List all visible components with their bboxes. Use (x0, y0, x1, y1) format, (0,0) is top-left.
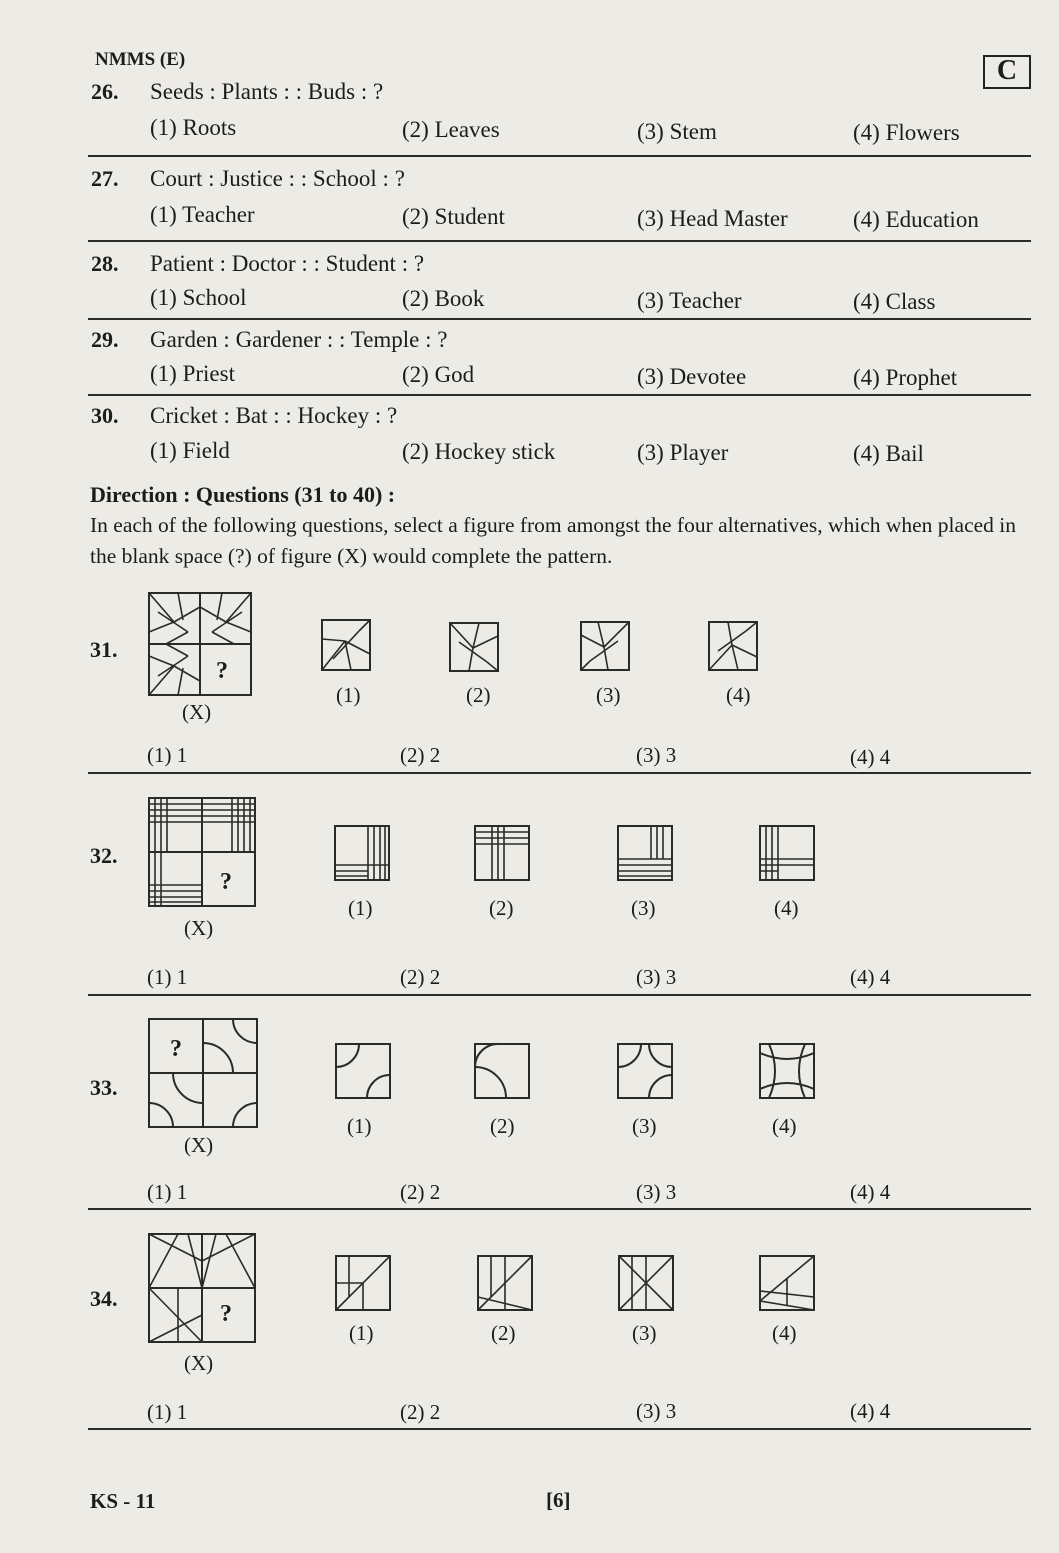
divider (88, 1208, 1031, 1210)
figure-x (148, 592, 252, 696)
option: (2) Student (402, 204, 505, 229)
option: (4) Class (853, 289, 936, 314)
option: (4) Prophet (853, 365, 958, 390)
option: (1) Field (150, 438, 230, 463)
figure-label: (4) (772, 1114, 797, 1138)
option: (1) 1 (147, 1400, 188, 1424)
option: (1) 1 (147, 1180, 188, 1204)
option: (2) 2 (400, 965, 441, 989)
question-number: 28. (91, 251, 119, 276)
question-text: Patient : Doctor : : Student : ? (150, 251, 425, 276)
question-number: 33. (90, 1075, 118, 1100)
divider (88, 155, 1031, 157)
option: (2) God (402, 362, 475, 387)
option: (4) 4 (850, 1399, 891, 1423)
footer-code: KS - 11 (90, 1489, 156, 1513)
answer-figure (477, 1255, 533, 1311)
divider (88, 240, 1031, 242)
answer-figure (449, 622, 499, 672)
option: (4) 4 (850, 745, 891, 769)
question-text: Cricket : Bat : : Hockey : ? (150, 403, 398, 428)
option: (1) 1 (147, 965, 188, 989)
option: (4) Education (853, 207, 979, 232)
figure-label: (3) (632, 1114, 657, 1138)
question-number: 34. (90, 1286, 118, 1311)
figure-x (148, 1233, 256, 1343)
figure-label: (X) (184, 1133, 214, 1157)
option: (2) Book (402, 286, 485, 311)
answer-figure (474, 825, 530, 881)
question-text: Court : Justice : : School : ? (150, 166, 405, 191)
option: (2) 2 (400, 1400, 441, 1424)
answer-figure (474, 1043, 530, 1099)
figure-label: (2) (490, 1114, 515, 1138)
divider (88, 394, 1031, 396)
answer-figure (618, 1255, 674, 1311)
divider (88, 772, 1031, 774)
option: (1) 1 (147, 743, 188, 767)
option: (3) Head Master (637, 206, 788, 231)
option: (3) Player (637, 440, 729, 465)
figure-x (148, 1018, 258, 1128)
figure-label: (3) (632, 1321, 657, 1345)
option: (2) 2 (400, 1180, 441, 1204)
figure-label: (1) (347, 1114, 372, 1138)
option: (4) 4 (850, 965, 891, 989)
question-mark: ? (220, 1301, 232, 1327)
direction-title: Direction : Questions (31 to 40) : (90, 482, 396, 507)
figure-x (148, 797, 256, 907)
question-mark: ? (216, 658, 228, 684)
figure-label: (4) (774, 896, 799, 920)
answer-figure (759, 825, 815, 881)
question-number: 32. (90, 843, 118, 868)
figure-label: (3) (596, 683, 621, 707)
figure-label: (4) (772, 1321, 797, 1345)
question-number: 27. (91, 166, 119, 191)
question-number: 29. (91, 327, 119, 352)
figure-label: (2) (491, 1321, 516, 1345)
question-mark: ? (220, 869, 232, 895)
option: (4) Flowers (853, 120, 960, 145)
figure-label: (2) (466, 683, 491, 707)
answer-figure (335, 1043, 391, 1099)
figure-label: (1) (348, 896, 373, 920)
option: (4) Bail (853, 441, 924, 466)
figure-label: (3) (631, 896, 656, 920)
figure-label: (X) (184, 1351, 214, 1375)
option: (3) 3 (636, 1180, 677, 1204)
question-mark: ? (170, 1036, 182, 1062)
figure-label: (1) (349, 1321, 374, 1345)
question-number: 31. (90, 637, 118, 662)
option: (1) Teacher (150, 202, 255, 227)
figure-label: (4) (726, 683, 751, 707)
figure-label: (1) (336, 683, 361, 707)
answer-figure (321, 619, 371, 671)
divider (88, 318, 1031, 320)
option: (3) Teacher (637, 288, 742, 313)
answer-figure (617, 1043, 673, 1099)
question-text: Garden : Gardener : : Temple : ? (150, 327, 448, 352)
divider (88, 994, 1031, 996)
option: (2) Leaves (402, 117, 500, 142)
set-badge: C (983, 55, 1031, 89)
answer-figure (708, 621, 758, 671)
option: (3) 3 (636, 965, 677, 989)
question-number: 26. (91, 79, 119, 104)
option: (2) Hockey stick (402, 439, 556, 464)
option: (1) Roots (150, 115, 237, 140)
answer-figure (759, 1255, 815, 1311)
option: (4) 4 (850, 1180, 891, 1204)
option: (3) 3 (636, 1399, 677, 1423)
figure-label: (X) (182, 700, 212, 724)
direction-text: In each of the following questions, select a figure from amongst the four alternatives, which when placed in the blank space (?) of figure (X) would complete the pattern. (90, 513, 1017, 568)
divider (88, 1428, 1031, 1430)
figure-label: (2) (489, 896, 514, 920)
option: (3) Stem (637, 119, 717, 144)
page-number: [6] (546, 1488, 571, 1512)
answer-figure (580, 621, 630, 671)
option: (3) 3 (636, 743, 677, 767)
answer-figure (335, 1255, 391, 1311)
answer-figure (617, 825, 673, 881)
option: (1) School (150, 285, 247, 310)
question-number: 30. (91, 403, 119, 428)
option: (3) Devotee (637, 364, 747, 389)
question-text: Seeds : Plants : : Buds : ? (150, 79, 384, 104)
answer-figure (759, 1043, 815, 1099)
figure-label: (X) (184, 916, 214, 940)
answer-figure (334, 825, 390, 881)
exam-header: NMMS (E) (95, 49, 186, 70)
option: (2) 2 (400, 743, 441, 767)
option: (1) Priest (150, 361, 235, 386)
